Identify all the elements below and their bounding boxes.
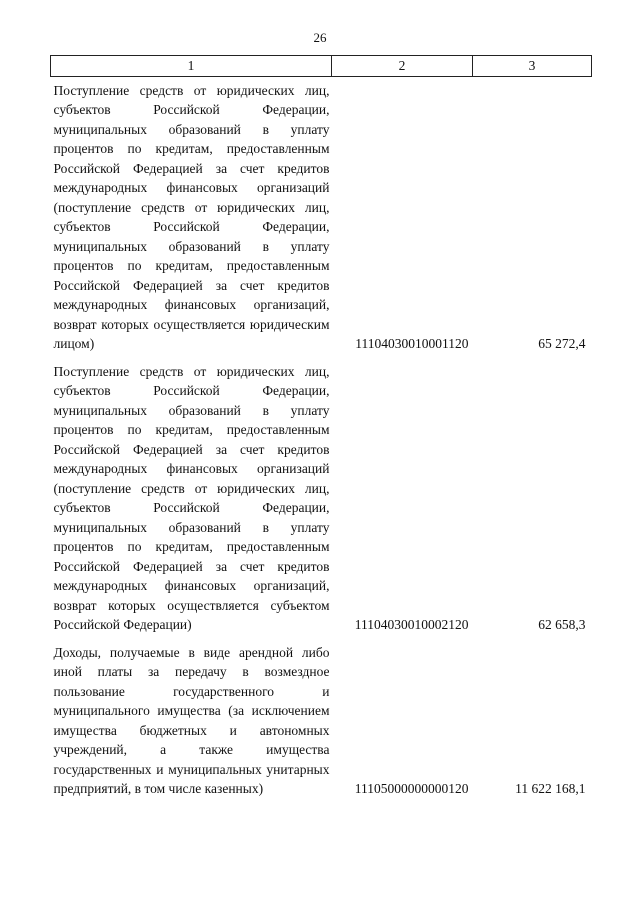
table-row (51, 358, 592, 639)
table-row (51, 639, 592, 803)
row-code: 11104030010001120 (355, 336, 469, 351)
row-code: 11104030010002120 (354, 617, 469, 632)
revenue-table (50, 55, 592, 803)
row-description: Поступление средств от юридических лиц, субъектов Российской Федерации, муниципальных образований в уплату процентов по кредитам, предоставленным Российской Федерацией за счет кредитов международных финансовых организаций (поступление средств от юридических лиц, субъектов Российской Федерации, муниципальных образований в уплату процентов по кредитам, предоставленным Российской Федерацией за счет кредитов международных финансовых организаций, возврат которых осуществляется субъектом Российской Федерации) (53, 363, 330, 632)
row-amount: 11 622 168,1 (515, 781, 586, 796)
table-header (51, 56, 592, 77)
row-amount: 62 658,3 (538, 617, 586, 632)
row-description: Доходы, получаемые в виде арендной либо иной платы за передачу в возмездное пользование государственного и муниципального имущества (за исключением имущества бюджетных и автономных учреждений, а также имущества государственных и муниципальных унитарных предприятий, в том числе казенных) (53, 644, 330, 796)
row-description: Поступление средств от юридических лиц, субъектов Российской Федерации, муниципальных образований в уплату процентов по кредитам, предоставленным Российской Федерацией за счет кредитов международных финансовых организаций (поступление средств от юридических лиц, субъектов Российской Федерации, муниципальных образований в уплату процентов по кредитам, предоставленным Российской Федерацией за счет кредитов международных финансовых организаций, возврат которых осуществляется юридическим лицом) (53, 82, 330, 351)
column-header-2: 2 (332, 56, 473, 77)
table-row (51, 76, 592, 358)
row-code: 11105000000000120 (354, 781, 469, 796)
row-amount: 65 272,4 (538, 336, 586, 351)
page-number: 26 (313, 30, 327, 45)
column-header-1: 1 (51, 56, 332, 77)
column-header-3: 3 (473, 56, 592, 77)
